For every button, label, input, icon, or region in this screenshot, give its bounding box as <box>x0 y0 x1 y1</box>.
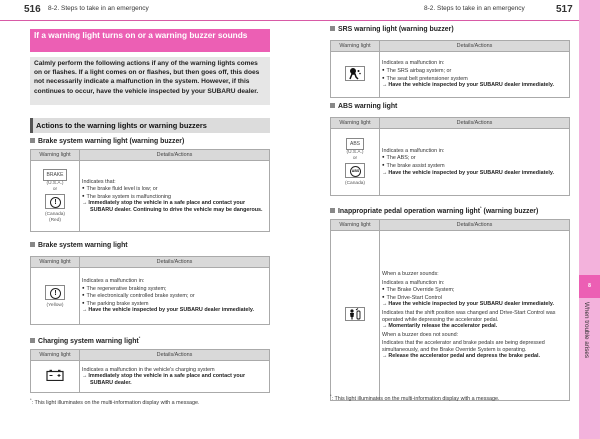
square-bullet-icon <box>330 26 335 31</box>
details-cell: Indicates a malfunction in: ● The SRS airbag system; or ● The seat belt pretensioner system →Have the vehicle inspected by your SUBARU dealer immediately. <box>380 52 570 98</box>
subheading-brake-buzzer: Brake system warning light (warning buzzer) <box>30 138 184 145</box>
details-cell: Indicates a malfunction in: ● The regenerative braking system; ● The electronically controlled brake system; or ● The parking brake system →Have the vehicle inspected by your SUBARU dealer immediately. <box>80 268 270 325</box>
chapter-number-tab[interactable]: 8 <box>579 275 600 298</box>
running-head-right: 8-2. Steps to take in an emergency <box>424 5 525 12</box>
warning-light-cell <box>331 231 380 401</box>
square-bullet-icon <box>30 242 35 247</box>
details-cell: Indicates a malfunction in the vehicle's charging system →Immediately stop the vehicle in a safe place and contact your SUBARU dealer. <box>80 361 270 393</box>
abs-table <box>330 117 570 196</box>
subheading-brake-yellow: Brake system warning light <box>30 242 128 249</box>
brake-warning-icon: ! <box>45 285 65 300</box>
pedal-table <box>330 219 570 401</box>
square-bullet-icon <box>330 208 335 213</box>
subheading-srs: SRS warning light (warning buzzer) <box>330 26 454 33</box>
square-bullet-icon <box>30 338 35 343</box>
col-header-details: Details/Actions <box>380 220 570 231</box>
col-header-warning-light: Warning light <box>31 350 80 361</box>
charging-table <box>30 349 270 393</box>
square-bullet-icon <box>30 138 35 143</box>
footnote-right: *: This light illuminates on the multi-information display with a message. <box>330 393 500 402</box>
col-header-warning-light: Warning light <box>31 150 80 161</box>
warning-light-cell: ! (Yellow) <box>31 268 80 325</box>
battery-icon <box>46 369 64 381</box>
warning-light-cell: ABS (U.S.A.) or ABS (Canada) <box>331 129 380 196</box>
header-rule-right <box>300 20 579 21</box>
col-header-details: Details/Actions <box>380 118 570 129</box>
brake-text-icon: BRAKE <box>43 169 68 181</box>
warning-light-cell: BRAKE (U.S.A.) or ! (Canada) (Red) <box>31 161 80 232</box>
srs-table <box>330 40 570 98</box>
chapter-side-tab[interactable] <box>579 0 600 439</box>
subheading-abs: ABS warning light <box>330 103 397 110</box>
square-bullet-icon <box>330 103 335 108</box>
details-cell: When a buzzer sounds: Indicates a malfunction in: ● The Brake Override System; ● The Drive-Start Control →Have the vehicle inspected by your SUBARU dealer immediately. Indicates that the shift position was changed and Drive-Start Control was operated while depressing the accelerator pedal. →Momentarily release the accelerator pedal. When a buzzer does not sound: Indicates that the accelerator and brake pedals are being depressed simultaneously, and the Brake Override System is operating. →Release the accelerator pedal and depress the brake pedal. <box>380 231 570 401</box>
col-header-details: Details/Actions <box>380 41 570 52</box>
page-title: If a warning light turns on or a warning buzzer sounds <box>30 29 270 52</box>
warning-light-cell <box>331 52 380 98</box>
col-header-warning-light: Warning light <box>331 118 380 129</box>
col-header-warning-light: Warning light <box>331 41 380 52</box>
brake-yellow-table <box>30 256 270 325</box>
brake-warning-icon: ! <box>45 194 65 209</box>
running-head-left: 8-2. Steps to take in an emergency <box>48 5 149 12</box>
col-header-warning-light: Warning light <box>331 220 380 231</box>
intro-text: Calmly perform the following actions if any of the warning lights comes on or flashes. If a light comes on or flashes, but then goes off, this does not necessarily indicate a malfunction in the system. However, if this continues to occur, have the vehicle inspected by your SUBARU dealer. <box>30 57 270 105</box>
header-rule-left <box>0 20 300 21</box>
page-number-left: 516 <box>24 4 41 15</box>
brake-buzzer-table <box>30 149 270 232</box>
abs-warning-icon: ABS <box>345 163 365 178</box>
details-cell: Indicates a malfunction in: ● The ABS; or ● The brake assist system →Have the vehicle inspected by your SUBARU dealer immediately. <box>380 129 570 196</box>
col-header-warning-light: Warning light <box>31 257 80 268</box>
section-heading: Actions to the warning lights or warning buzzers <box>30 118 270 133</box>
subheading-pedal: Inappropriate pedal operation warning light* (warning buzzer) <box>330 205 538 215</box>
col-header-details: Details/Actions <box>80 350 270 361</box>
details-cell: Indicates that: ● The brake fluid level is low; or ● The brake system is malfunctioning →Immediately stop the vehicle in a safe place and contact your SUBARU dealer. Continuing to drive the vehicle may be dangerous. <box>80 161 270 232</box>
col-header-details: Details/Actions <box>80 150 270 161</box>
airbag-icon <box>345 66 365 81</box>
pedal-icon <box>345 307 365 321</box>
subheading-charging: Charging system warning light* <box>30 335 140 345</box>
warning-light-cell <box>31 361 80 393</box>
abs-text-icon: ABS <box>346 138 364 150</box>
footnote-left: *: This light illuminates on the multi-information display with a message. <box>30 397 200 406</box>
col-header-details: Details/Actions <box>80 257 270 268</box>
page-number-right: 517 <box>556 4 573 15</box>
chapter-label: When trouble arises <box>583 302 590 358</box>
